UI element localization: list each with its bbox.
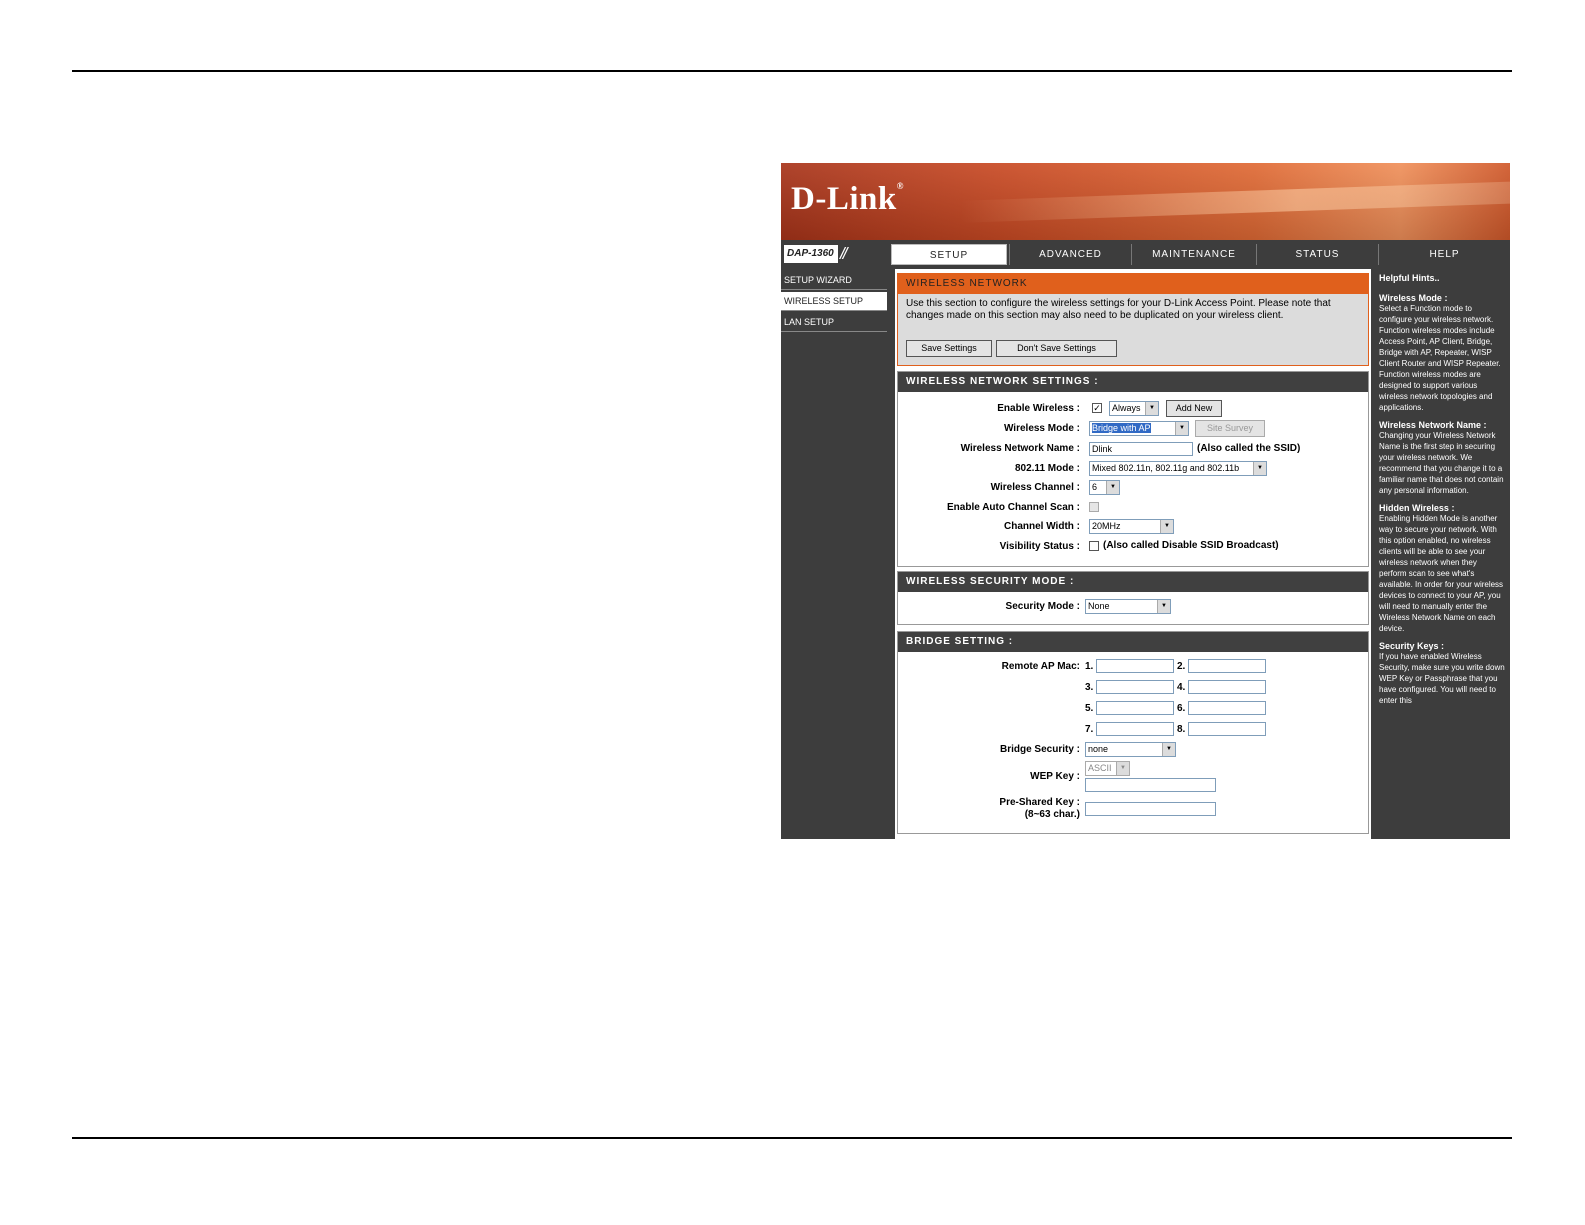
tab-help[interactable]: HELP [1378,244,1510,265]
dont-save-settings-button[interactable]: Don't Save Settings [996,340,1117,357]
mac-slot-number: 1. [1085,661,1094,672]
help-title-hidden-wireless: Hidden Wireless : [1379,503,1455,513]
schedule-select[interactable]: Always ▼ [1109,401,1159,416]
help-title-security-keys: Security Keys : [1379,641,1445,651]
chevron-down-icon: ▼ [1106,481,1119,494]
auto-channel-scan-checkbox[interactable] [1089,502,1099,512]
sidebar-item-setup-wizard[interactable]: SETUP WIZARD [781,271,887,290]
panel-title: BRIDGE SETTING : [898,632,1368,652]
chevron-down-icon: ▼ [1162,743,1175,756]
help-text-hidden-wireless: Enabling Hidden Mode is another way to secure your network. With this option enabled, no wireless clients will be able to see your wireless network when they perform scan to see what's available. In order for your wireless devices to connect to your AP, you will need to manually enter the Wireless Network Name on each device. [1379,514,1504,633]
wireless-channel-label: Wireless Channel : [990,482,1080,493]
top-rule [72,70,1512,72]
wireless-mode-select[interactable]: Bridge with AP ▼ [1089,421,1189,436]
mac-slot-number: 6. [1177,703,1186,714]
bridge-security-label: Bridge Security : [999,744,1080,755]
top-nav [781,242,1510,267]
tab-advanced[interactable]: ADVANCED [1009,244,1131,265]
mac-input-3[interactable] [1096,680,1174,694]
chevron-down-icon: ▼ [1175,422,1188,435]
visibility-note: (Also called Disable SSID Broadcast) [1103,540,1279,551]
mac-input-6[interactable] [1188,701,1266,715]
help-panel [1375,269,1510,839]
chevron-down-icon: ▼ [1116,762,1129,775]
wireless-settings-panel [897,371,1369,567]
network-name-input[interactable]: Dlink [1089,442,1193,456]
security-mode-label: Security Mode : [1005,601,1080,612]
auto-channel-scan-label: Enable Auto Channel Scan : [947,502,1080,513]
tab-setup[interactable]: SETUP [891,244,1007,265]
ssid-note: (Also called the SSID) [1197,443,1301,454]
help-heading: Helpful Hints.. [1379,273,1440,283]
psk-input[interactable] [1085,802,1216,816]
router-screenshot [781,163,1510,839]
mac-input-5[interactable] [1096,701,1174,715]
enable-wireless-label: Enable Wireless : [997,403,1080,414]
sidebar-item-wireless-setup[interactable]: WIRELESS SETUP [781,292,887,311]
security-mode-select[interactable]: None ▼ [1085,599,1171,614]
mac-slot-number: 5. [1085,703,1094,714]
main-content [895,269,1371,839]
visibility-checkbox[interactable] [1089,541,1099,551]
bridge-setting-panel [897,631,1369,834]
channel-width-label: Channel Width : [1003,521,1080,532]
wep-key-input[interactable] [1085,778,1216,792]
tab-status[interactable]: STATUS [1256,244,1378,265]
wireless-channel-select[interactable]: 6 ▼ [1089,480,1120,495]
chevron-down-icon: ▼ [1160,520,1173,533]
chevron-down-icon: ▼ [1157,600,1170,613]
psk-sub-label: (8~63 char.) [1024,809,1080,820]
mac-slot-number: 2. [1177,661,1186,672]
bottom-rule [72,1137,1512,1139]
help-text-wireless-mode: Select a Function mode to configure your wireless network. Function wireless modes include Access Point, AP Client, Bridge, Bridge with AP, Repeater, WISP Client Router and WISP Repeater. Function wireless modes are designed to support various wireless network topologies and applications. [1379,304,1501,412]
help-text-network-name: Changing your Wireless Network Name is the first step in securing your wireless network. We recommend that you change it to a familiar name that does not contain any personal information. [1379,431,1504,495]
mode-80211-label: 802.11 Mode : [1014,463,1080,474]
network-name-label: Wireless Network Name : [960,443,1080,454]
wep-format-select[interactable]: ASCII ▼ [1085,761,1130,776]
channel-width-select[interactable]: 20MHz ▼ [1089,519,1174,534]
bridge-security-select[interactable]: none ▼ [1085,742,1176,757]
wireless-mode-label: Wireless Mode : [1003,423,1080,434]
dlink-logo: D-Link® [791,181,904,217]
panel-title: WIRELESS SECURITY MODE : [898,572,1368,592]
help-text-security-keys: If you have enabled Wireless Security, make sure you write down WEP Key or Passphrase that you have configured. You will need to enter this [1379,652,1505,705]
mac-input-4[interactable] [1188,680,1266,694]
intro-text: Use this section to configure the wireless settings for your D-Link Access Point. Please note that changes made on this section may also need to be duplicated on your wireless client. [906,298,1331,321]
remote-ap-mac-label: Remote AP Mac: [1001,661,1080,672]
panel-title: WIRELESS NETWORK [898,274,1368,294]
mac-slot-number: 4. [1177,682,1186,693]
slash-decor: // [840,244,846,263]
sidebar-item-lan-setup[interactable]: LAN SETUP [781,313,887,332]
mac-input-1[interactable] [1096,659,1174,673]
chevron-down-icon: ▼ [1253,462,1266,475]
panel-title: WIRELESS NETWORK SETTINGS : [898,372,1368,392]
chevron-down-icon: ▼ [1145,402,1158,415]
mac-slot-number: 8. [1177,724,1186,735]
add-new-button[interactable]: Add New [1166,400,1222,417]
tab-maintenance[interactable]: MAINTENANCE [1131,244,1256,265]
mac-slot-number: 3. [1085,682,1094,693]
mac-slot-number: 7. [1085,724,1094,735]
mac-input-2[interactable] [1188,659,1266,673]
help-title-network-name: Wireless Network Name : [1379,420,1487,430]
wep-key-label: WEP Key : [1030,771,1080,782]
sidebar [781,269,891,839]
save-settings-button[interactable]: Save Settings [906,340,992,357]
mac-input-8[interactable] [1188,722,1266,736]
mode-80211-select[interactable]: Mixed 802.11n, 802.11g and 802.11b ▼ [1089,461,1267,476]
enable-wireless-checkbox[interactable]: ✓ [1093,403,1101,413]
psk-label: Pre-Shared Key : [999,797,1080,808]
brand-banner [781,163,1510,240]
security-mode-panel [897,571,1369,625]
wireless-network-panel [897,273,1369,366]
visibility-label: Visibility Status : [999,541,1080,552]
model-label: DAP-1360 [784,245,838,263]
mac-input-7[interactable] [1096,722,1174,736]
help-title-wireless-mode: Wireless Mode : [1379,293,1448,303]
site-survey-button[interactable]: Site Survey [1195,420,1265,437]
